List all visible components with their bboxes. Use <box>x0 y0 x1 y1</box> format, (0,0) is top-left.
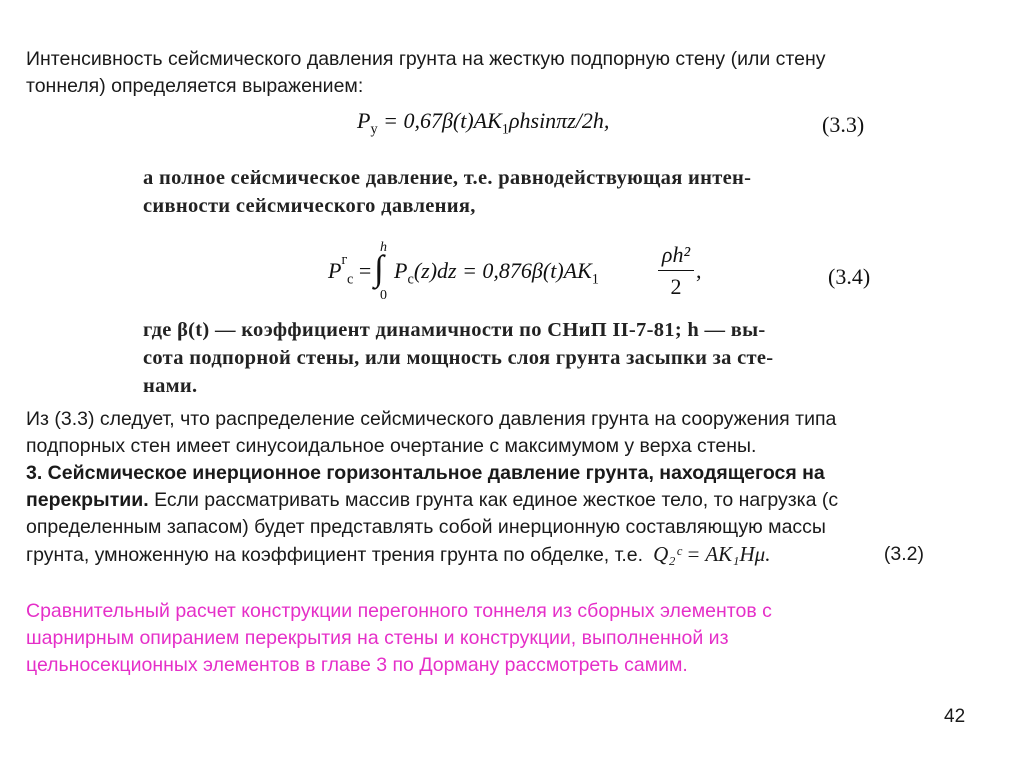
section-3-heading-line-1: 3. Сейсмическое инерционное горизонтальное давление грунта, находящегося на <box>26 462 825 484</box>
formula-3-4-lhs-sup: г <box>341 252 348 268</box>
formula-3-3-rhs-sub: 1 <box>501 121 509 138</box>
formula-3-4-trail: , <box>696 258 702 283</box>
intro-line-2: тоннеля) определяется выражением: <box>26 75 364 97</box>
scanned-text-2-line-1: где β(t) — коэффициент динамичности по СНиП II-7-81; h — вы- <box>143 319 766 341</box>
section-3-line-2 <box>26 487 986 514</box>
formula-3-3-lhs-sub: y <box>370 121 378 138</box>
formula-3-4: P г $_c$ = h ∫ 0 $P_c(z)dz = 0,876\beta(t)AK_1$ ρh² 2 , <box>328 240 702 303</box>
inline-equation-ref: (3.2) <box>883 543 924 565</box>
formula-3-4-lhs: P <box>328 258 342 283</box>
inline-formula-3-2: Q₂ᶜ = AK₁Hμ. <box>653 542 771 566</box>
scanned-text-2-line-3: нами. <box>143 375 198 397</box>
intro-line-1: Интенсивность сейсмического давления грунта на жесткую подпорную стену (или стену <box>26 48 826 70</box>
integral-sign: ∫ <box>374 248 384 288</box>
formula-3-3-lhs: P <box>357 108 371 133</box>
scanned-text-1-line-2: сивности сейсмического давления, <box>143 195 476 217</box>
formula-3-4-integrand-tail: (z)dz = 0,876β(t)AK <box>413 258 592 283</box>
note-line-3: цельносекционных элементов в главе 3 по Дорману рассмотреть самим. <box>26 654 688 676</box>
body-line-6: грунта, умноженную на коэффициент трения грунта по обделке, т.е. <box>26 544 644 566</box>
scanned-text-block-2 <box>143 316 883 400</box>
intro-paragraph <box>26 46 986 100</box>
formula-3-4-integrand-sub: c <box>407 271 414 288</box>
page-number: 42 <box>944 706 966 727</box>
note-line-2: шарнирным опиранием перекрытия на стены и конструкции, выполненной из <box>26 627 729 649</box>
scanned-text-1-line-1: а полное сейсмическое давление, т.е. равнодействующая интен- <box>143 167 752 189</box>
scanned-text-2-line-2: сота подпорной стены, или мощность слоя грунта засыпки за сте- <box>143 347 774 369</box>
section-3-heading-line-2: перекрытии. <box>26 489 149 511</box>
integral-lower-limit: 0 <box>380 288 387 303</box>
body-line-2: подпорных стен имеет синусоидальное очертание с максимумом у верха стены. <box>26 435 757 457</box>
formula-3-3-rhs-tail: ρhsinπz/2h, <box>508 108 610 133</box>
formula-3-4-coef-sub: 1 <box>591 271 599 288</box>
integral-upper-limit: h <box>380 240 387 255</box>
fraction-bar <box>658 270 694 271</box>
body-line-5: определенным запасом) будет представлять собой инерционную составляющую массы <box>26 516 826 538</box>
body-line-6-wrap <box>26 541 986 569</box>
formula-3-4-lhs-sub: c <box>346 271 354 288</box>
note-paragraph <box>26 598 986 679</box>
formula-3-3 <box>357 108 609 138</box>
equation-number-3-4: (3.4) <box>828 264 871 289</box>
body-paragraph <box>26 406 986 569</box>
fraction-denominator: 2 <box>670 274 682 299</box>
section-3-text: Если рассматривать массив грунта как единое жесткое тело, то нагрузка (с <box>148 489 839 511</box>
formula-3-4-integrand: P <box>394 258 408 283</box>
fraction-numerator: ρh² <box>661 242 691 267</box>
body-line-1: Из (3.3) следует, что распределение сейсмического давления грунта на сооружения типа <box>26 408 837 430</box>
note-line-1: Сравнительный расчет конструкции перегонного тоннеля из сборных элементов с <box>26 600 772 622</box>
formula-3-3-rhs: = 0,67β(t)AK <box>377 108 502 133</box>
scanned-text-block-1 <box>143 164 883 220</box>
equation-number-3-3: (3.3) <box>822 112 865 137</box>
